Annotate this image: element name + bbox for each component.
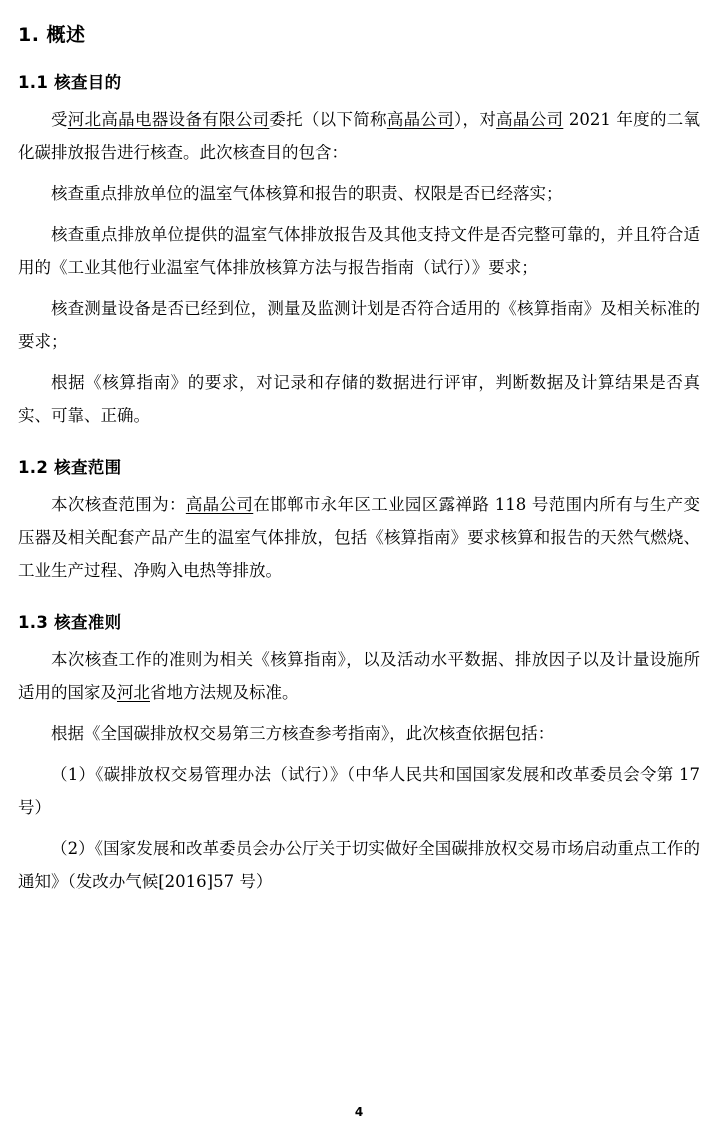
text-run: （1）《碳排放权交易管理办法（试行）》（中华人民共和国国家发展和改革委员会令第 17 号） bbox=[18, 765, 700, 817]
text-run: 本次核查范围为： bbox=[51, 495, 186, 514]
paragraph bbox=[18, 103, 700, 169]
section-heading-1-2: 1.2 核查范围 bbox=[18, 458, 122, 477]
text-run: 根据《全国碳排放权交易第三方核查参考指南》，此次核查依据包括： bbox=[51, 724, 555, 743]
page-number: 4 bbox=[354, 1105, 364, 1119]
underlined-text: 高晶公司 bbox=[496, 110, 564, 129]
text-run: 本次核查工作的准则为相关《核算指南》，以及活动水平数据、排放因子以及计量设施所适用的国家及 bbox=[18, 650, 700, 702]
underlined-text: 高晶公司 bbox=[185, 495, 254, 514]
text-run: 核查测量设备是否已经到位，测量及监测计划是否符合适用的《核算指南》及相关标准的要求； bbox=[18, 299, 700, 351]
paragraph bbox=[18, 218, 700, 284]
paragraph bbox=[18, 643, 700, 709]
text-run: 委托（以下简称 bbox=[269, 110, 387, 129]
paragraph bbox=[18, 758, 700, 824]
text-run: 核查重点排放单位的温室气体核算和报告的职责、权限是否已经落实； bbox=[51, 184, 563, 203]
underlined-text: 河北高晶电器设备有限公司 bbox=[67, 110, 270, 129]
text-run: （2）《国家发展和改革委员会办公厅关于切实做好全国碳排放权交易市场启动重点工作的通知》（发改办气候[2016]57 号） bbox=[18, 839, 700, 891]
underlined-text: 高晶公司 bbox=[386, 110, 455, 129]
paragraph bbox=[18, 488, 700, 587]
paragraph bbox=[18, 366, 700, 432]
paragraph bbox=[18, 177, 700, 210]
text-run: 受 bbox=[51, 110, 68, 129]
text-run: ），对 bbox=[454, 110, 497, 129]
section-heading-1-1: 1.1 核查目的 bbox=[18, 73, 122, 92]
paragraph bbox=[18, 717, 700, 750]
text-run: 2021 年度的二氧化碳排放报告进行核查。此次核查目的包含： bbox=[18, 110, 701, 162]
paragraph bbox=[18, 292, 700, 358]
section-heading-1-3: 1.3 核查准则 bbox=[18, 613, 122, 632]
text-run: 根据《核算指南》的要求，对记录和存储的数据进行评审，判断数据及计算结果是否真实、可靠、正确。 bbox=[18, 373, 700, 425]
paragraph bbox=[18, 832, 700, 898]
text-run: 省地方法规及标准。 bbox=[150, 683, 299, 702]
page-title: 1. 概述 bbox=[18, 24, 86, 46]
text-run: 在邯郸市永年区工业园区露禅路 118 号范围内所有与生产变压器及相关配套产品产生的温室气体排放，包括《核算指南》要求核算和报告的天然气燃烧、工业生产过程、净购入电热等排放。 bbox=[18, 495, 701, 580]
text-run: 核查重点排放单位提供的温室气体排放报告及其他支持文件是否完整可靠的，并且符合适用的《工业其他行业温室气体排放核算方法与报告指南（试行）》要求； bbox=[18, 225, 700, 277]
underlined-text: 河北 bbox=[117, 683, 150, 702]
